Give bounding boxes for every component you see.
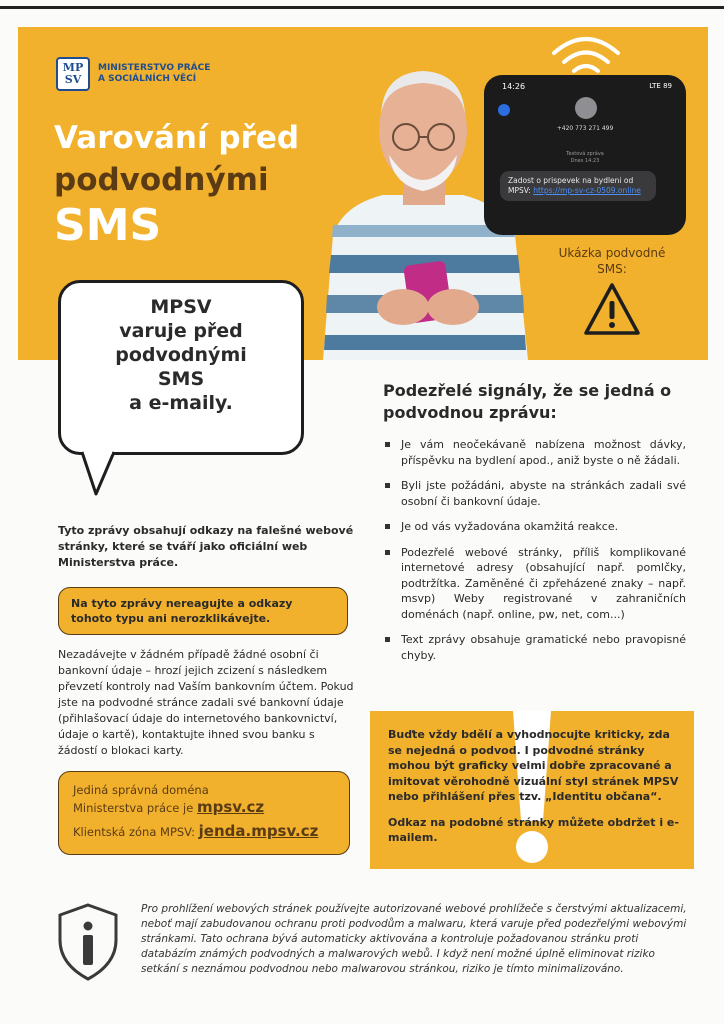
bubble-line: podvodnými (115, 344, 247, 366)
signals-list (381, 437, 686, 673)
message-date: Dnes 14:23 (570, 158, 600, 164)
phone-status: LTE 89 (649, 82, 672, 90)
bubble-line: varuje před (119, 320, 243, 342)
list-item (381, 632, 686, 663)
list-item (381, 519, 686, 535)
bullet-icon (385, 550, 390, 555)
note-paragraph-1: Buďte vždy bdělí a vyhodnocujte kriticky, zda se nejedná o podvod. I podvodné stránky mohou být graficky velmi dobře zpracované a imitovat věrohodně vizuální styl stránek MPSV nebo přihlášení přes tzv. „Identitu občana“. (388, 728, 679, 803)
intro-text: Tyto zprávy obsahují odkazy na falešné webové stránky, které se tváří jako oficiální web Ministerstva práce. (58, 524, 354, 569)
client-zone-link[interactable]: jenda.mpsv.cz (198, 822, 319, 840)
list-item (381, 478, 686, 509)
domains-prefix: Ministerstva práce je (73, 801, 197, 815)
bullet-icon (385, 442, 390, 447)
domains-line3 (73, 823, 335, 841)
headline (54, 117, 299, 251)
phone-sms-screenshot (484, 75, 686, 235)
signal-text: Podezřelé webové stránky, příliš komplikované internetové adresy (obsahující např. pomlčky, podtržítka. Zaměněné či zpřeházené znaky – např. msvp) Weby registrované v zahraničních doménách (např. online, pw, net, com...) (401, 545, 686, 621)
speech-bubble-tail (80, 450, 120, 496)
ministry-name-line2: A SOCIÁLNÍCH VĚCÍ (98, 74, 197, 84)
signals-heading: Podezřelé signály, že se jedná o podvodnou zprávu: (383, 381, 672, 422)
top-rule (0, 6, 724, 9)
sms-fraud-link: https://mp-sv-cz-0509.online (533, 186, 641, 195)
do-not-click-callout: Na tyto zprávy nereagujte a odkazy tohoto typu ani nerozklikávejte. (58, 587, 348, 635)
official-domains-box (58, 771, 350, 855)
bullet-icon (385, 483, 390, 488)
message-meta (484, 151, 686, 165)
note-paragraph-2: Odkaz na podobné stránky můžete obdržet i e-mailem. (388, 815, 679, 844)
logo-mark-bottom: SV (64, 73, 82, 86)
logo-mark-top: MP (62, 61, 84, 74)
wifi-signal-icon (546, 31, 626, 81)
bullet-icon (385, 524, 390, 529)
headline-line2: podvodnými (54, 162, 269, 198)
warning-triangle-icon (582, 281, 642, 337)
mpsv-logo-mark (56, 57, 90, 91)
back-icon (498, 104, 510, 116)
bubble-line: MPSV (150, 296, 212, 318)
ministry-name (98, 63, 218, 85)
note-text (388, 727, 684, 856)
headline-line3: SMS (54, 200, 162, 251)
main-domain-link[interactable]: mpsv.cz (196, 798, 265, 816)
headline-line1: Varování před (54, 120, 300, 156)
sender-number: +420 773 271 499 (556, 125, 614, 132)
sms-text: Zadost o prispevek na bydleni od MPSV: (508, 176, 634, 195)
sample-label: Ukázka podvodné SMS: (558, 246, 666, 276)
ministry-logo (56, 57, 218, 91)
signal-text: Je od vás vyžadována okamžitá reakce. (401, 520, 619, 533)
bubble-line: a e-maily. (129, 392, 233, 414)
bullet-icon (385, 637, 390, 642)
signal-text: Byli jste požádáni, abyste na stránkách zadali své osobní či bankovní údaje. (401, 479, 686, 508)
domains-line1: Jediná správná doména (73, 783, 209, 797)
message-type: Textová zpráva (566, 151, 604, 157)
bubble-text (61, 295, 301, 415)
ministry-name-line1: MINISTERSTVO PRÁCE (98, 63, 211, 73)
client-zone-prefix: Klientská zóna MPSV: (73, 825, 199, 839)
signal-text: Je vám neočekávaně nabízena možnost dávky, příspěvku na bydlení apod., aniž byste o ně žádali. (401, 438, 686, 467)
domains-line2 (73, 799, 335, 817)
shield-info-icon (56, 902, 120, 982)
bank-data-warning: Nezadávejte v žádném případě žádné osobní či bankovní údaje – hrozí jejich zcizení s následkem převzetí kontroly nad Vaším bankovním účtem. Pokud jste na podvodné stránce zadali své bankovní údaje (přihlašovací údaje do internetového bankovnictví, údaje o kartě), kontaktujte ihned svou banku s žádostí o blokaci karty. (58, 648, 354, 757)
list-item (381, 437, 686, 468)
contact-avatar-icon (575, 97, 597, 119)
vigilance-note (370, 711, 694, 869)
speech-bubble (58, 280, 304, 455)
signal-text: Text zprávy obsahuje gramatické nebo pravopisné chyby. (401, 633, 686, 662)
bubble-line: SMS (157, 368, 205, 390)
sms-bubble (500, 171, 656, 201)
phone-time: 14:26 (502, 82, 526, 91)
footer-note: Pro prohlížení webových stránek používejte autorizované webové prohlížeče s čerstvými aktualizacemi, neboť mají zabudovanou ochranu proti podvodům a malwaru, která varuje před podezřelými webovými stránkami. Tato ochrana bývá automaticky aktivována a kontroluje požadovanou stránku proti databázím známých podvodných a malwarových webů. I když není možné úplně eliminovat riziko setkání s neznámou podvodnou nebo malwarovou stránkou, riziko je tímto minimalizováno. (141, 903, 687, 975)
list-item (381, 545, 686, 623)
